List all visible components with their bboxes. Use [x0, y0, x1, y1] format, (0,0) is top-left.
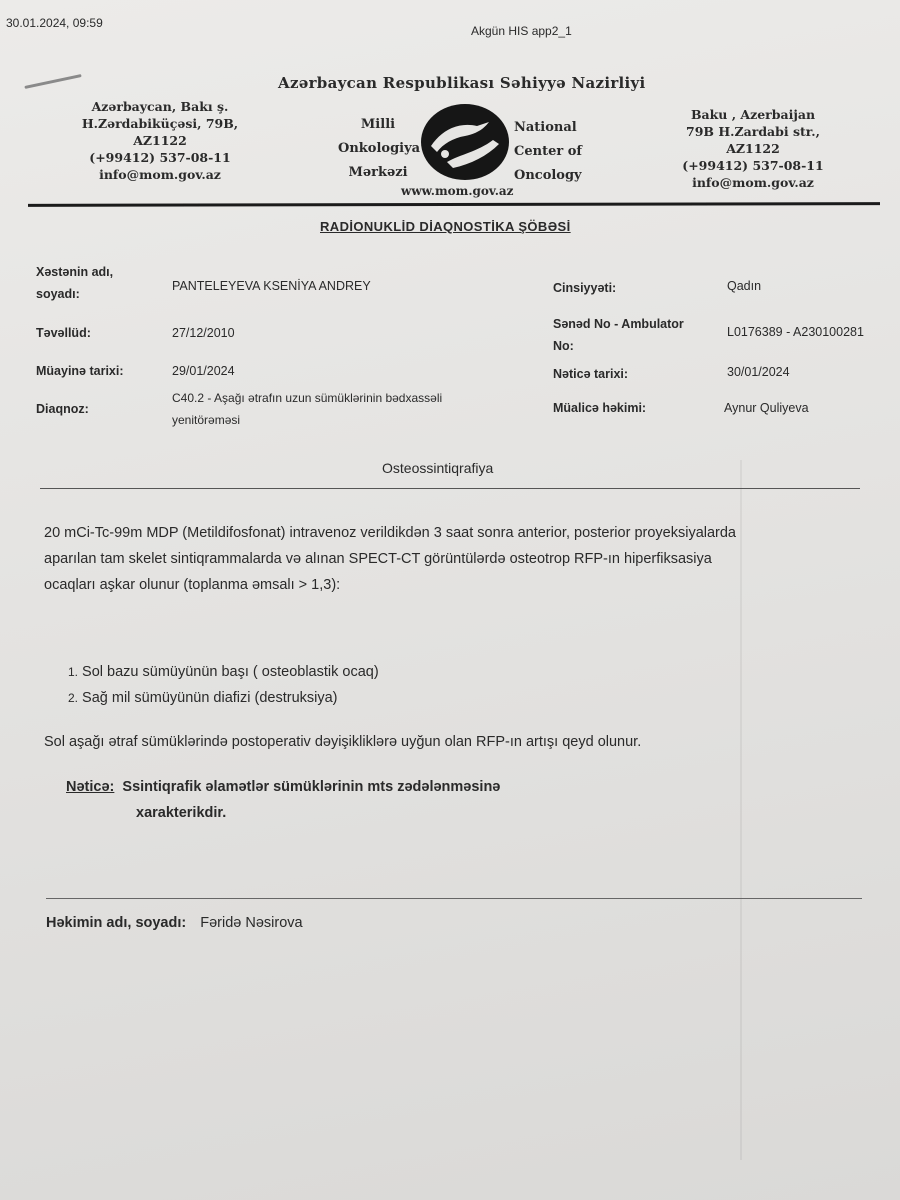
findings-intro-line: ocaqları aşkar olunur (toplanma əmsalı > 1,3): [44, 577, 341, 593]
patient-name: PANTELEYEVA KSENİYA ANDREY [172, 279, 371, 293]
address-az [60, 98, 260, 183]
logo-text-en [514, 116, 594, 188]
diagnosis-value [172, 387, 442, 431]
dob-value: 27/12/2010 [172, 326, 235, 340]
address-az-line: H.Zərdabiküçəsi, 79B, AZ1122 [81, 116, 239, 148]
logo-text-line: Center of [514, 144, 582, 159]
physician-name: Aynur Quliyeva [724, 401, 809, 415]
logo-text-az [338, 113, 421, 185]
conclusion-line [66, 774, 500, 800]
logo-text-line: Milli [360, 117, 396, 132]
exam-date: 29/01/2024 [172, 364, 235, 378]
finding-text: Sağ mil sümüyünün diafizi (destruksiya) [82, 690, 338, 706]
physician-label: Müalicə həkimi: [553, 401, 647, 415]
address-en-line: Baku , Azerbaijan [690, 107, 816, 122]
patient-name-label-line: Xəstənin adı, [36, 265, 114, 279]
print-timestamp: 30.01.2024, 09:59 [6, 16, 103, 30]
logo-text-line: Oncology [514, 168, 582, 183]
conclusion-text: Ssintiqrafik əlamətlər sümüklərinin mts zədələnməsinə [122, 779, 501, 795]
print-app-name: Akgün HIS app2_1 [471, 24, 572, 38]
conclusion-label: Nəticə: [66, 779, 115, 795]
section-divider [40, 488, 860, 489]
document-number-label-line: No: [553, 339, 574, 353]
exam-title: Osteossintiqrafiya [382, 460, 494, 476]
address-en-line: info@mom.gov.az [692, 175, 814, 190]
sex-label: Cinsiyyəti: [553, 281, 617, 295]
findings-list-item [68, 659, 379, 685]
findings-intro-line: 20 mCi-Tc-99m MDP (Metildifosfonat) intravenoz verildikdən 3 saat sonra anterior, posterior proyeksiyalarda [44, 525, 736, 541]
diagnosis-line: C40.2 - Aşağı ətrafın uzun sümüklərinin bədxassəli [172, 391, 443, 405]
patient-name-label [36, 261, 113, 305]
oncology-center-logo [417, 100, 513, 184]
address-en [668, 106, 838, 191]
document-number-label [553, 313, 684, 357]
website: www.mom.gov.az [401, 184, 514, 198]
document-number: L0176389 - A230100281 [727, 325, 864, 339]
ministry-title: Azərbaycan Respublikası Səhiyyə Nazirliyi [278, 74, 646, 92]
address-en-line: 79B H.Zardabi str., AZ1122 [686, 124, 820, 156]
department-title: RADİONUKLİD DİAQNOSTİKA ŞÖBƏSİ [320, 219, 571, 234]
finding-text: Sol bazu sümüyünün başı ( osteoblastik ocaq) [82, 664, 379, 680]
conclusion-line: xarakterikdir. [136, 805, 227, 821]
logo-text-line: Mərkəzi [348, 165, 408, 180]
address-az-line: Azərbaycan, Bakı ş. [91, 99, 229, 114]
signature-name: Fəridə Nəsirova [200, 915, 303, 931]
list-number: 2. [68, 691, 79, 705]
diagnosis-line: yenitörəməsi [172, 413, 241, 427]
staple-mark [24, 74, 81, 89]
postoperative-note: Sol aşağı ətraf sümüklərində postoperativ dəyişikliklərə uyğun olan RFP-ın artışı qeyd olunur. [44, 734, 642, 750]
signature-line [46, 910, 303, 936]
sex-value: Qadın [727, 279, 762, 293]
patient-name-label-line: soyadı: [36, 287, 80, 301]
result-date-label: Nəticə tarixi: [553, 367, 629, 381]
findings-intro-line: aparılan tam skelet sintiqrammalarda və alınan SPECT-CT görüntülərdə osteotrop RFP-ın hiperfiksasiya [44, 551, 712, 567]
findings-list [68, 659, 379, 711]
logo-text-line: Onkologiya [338, 141, 421, 156]
list-number: 1. [68, 665, 79, 679]
document-number-label-line: Sənəd No - Ambulator [553, 317, 684, 331]
result-date: 30/01/2024 [727, 365, 790, 379]
address-az-line: info@mom.gov.az [99, 167, 221, 182]
address-en-line: (+99412) 537-08-11 [682, 158, 824, 173]
findings-list-item [68, 685, 379, 711]
exam-date-label: Müayinə tarixi: [36, 364, 124, 378]
diagnosis-label: Diaqnoz: [36, 402, 89, 416]
address-az-line: (+99412) 537-08-11 [89, 150, 231, 165]
footer-divider [46, 898, 862, 899]
signature-label: Həkimin adı, soyadı: [46, 915, 187, 931]
conclusion [66, 774, 500, 826]
findings-intro [44, 520, 884, 598]
logo-text-line: National [514, 120, 577, 135]
dob-label: Təvəllüd: [36, 326, 91, 340]
header-divider [28, 202, 880, 207]
